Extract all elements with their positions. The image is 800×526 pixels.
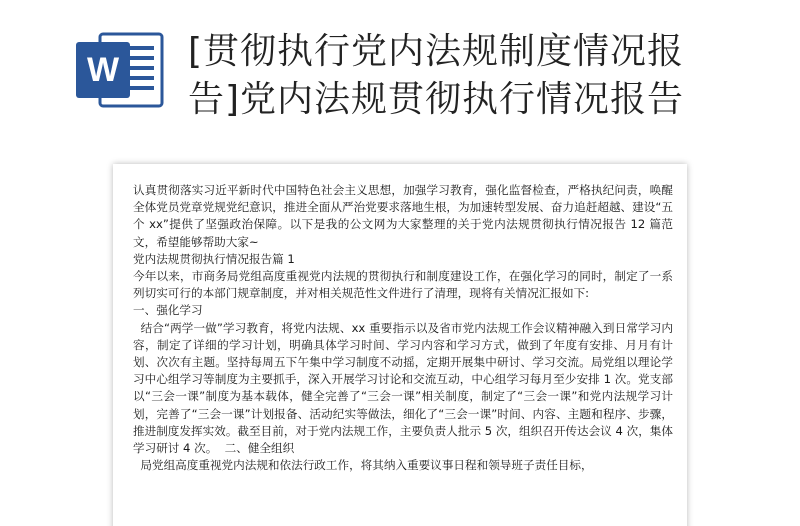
header <box>0 0 800 150</box>
svg-text:W: W <box>86 51 120 89</box>
document-page <box>113 164 687 526</box>
title-line-1: [贯彻执行党内法规制度情况报 <box>188 31 685 72</box>
paragraph-intro: 认真贯彻落实习近平新时代中国特色社会主义思想，加强学习教育，强化监督检查，严格执纪问责，唤醒全体党员党章党规党纪意识，推进全面从严治党要求落地生根，为加速转型发展、奋力追赶超越、建设“五个 xx”提供了坚强政治保障。以下是我的公文网为大家整理的关于党内法规贯彻执行情况报告 12 篇范文，希望能够帮助大家~ <box>133 183 673 249</box>
word-document-icon <box>70 28 170 112</box>
paragraph-article-heading: 党内法规贯彻执行情况报告篇 1 <box>133 251 295 266</box>
paragraph-section-body: 结合“两学一做”学习教育，将党内法规、xx 重要指示以及省市党内法规工作会议精神融入到日常学习内容，制定了详细的学习计划，明确具体学习时间、学习内容和学习方式，做到了年度有安排、月月有计划、次次有主题。坚持每周五下午集中学习制度不动摇，定期开展集中研讨、学习交流。局党组以理论学习中心组学习等制度为主要抓手，深入开展学习讨论和交流互动，中心组学习每月至少安排 1 次。党支部以“三会一课”制度为基本载体，健全完善了“三会一课”相关制度，制定了“三会一课”和党内法规学习计划，完善了“三会一课”计划报备、活动纪实等做法，细化了“三会一课”时间、内容、主题和程序、步骤，推进制度发挥实效。截至目前，对于党内法规工作，主要负责人批示 5 次，组织召开传达会议 4 次，集体学习研讨 4 次。 二、健全组织 <box>133 320 673 456</box>
paragraph-opening: 今年以来，市商务局党组高度重视党内法规的贯彻执行和制度建设工作，在强化学习的同时，制定了一系列切实可行的本部门规章制度，并对相关规范性文件进行了清理，现将有关情况汇报如下: <box>133 269 673 301</box>
paragraph-section-heading: 一、强化学习 <box>133 303 203 318</box>
document-body <box>133 182 673 474</box>
title-line-2: 告]党内法规贯彻执行情况报告 <box>188 79 685 120</box>
paragraph-continuation: 局党组高度重视党内法规和依法行政工作，将其纳入重要议事日程和领导班子责任目标， <box>133 458 593 473</box>
document-title <box>188 28 788 124</box>
